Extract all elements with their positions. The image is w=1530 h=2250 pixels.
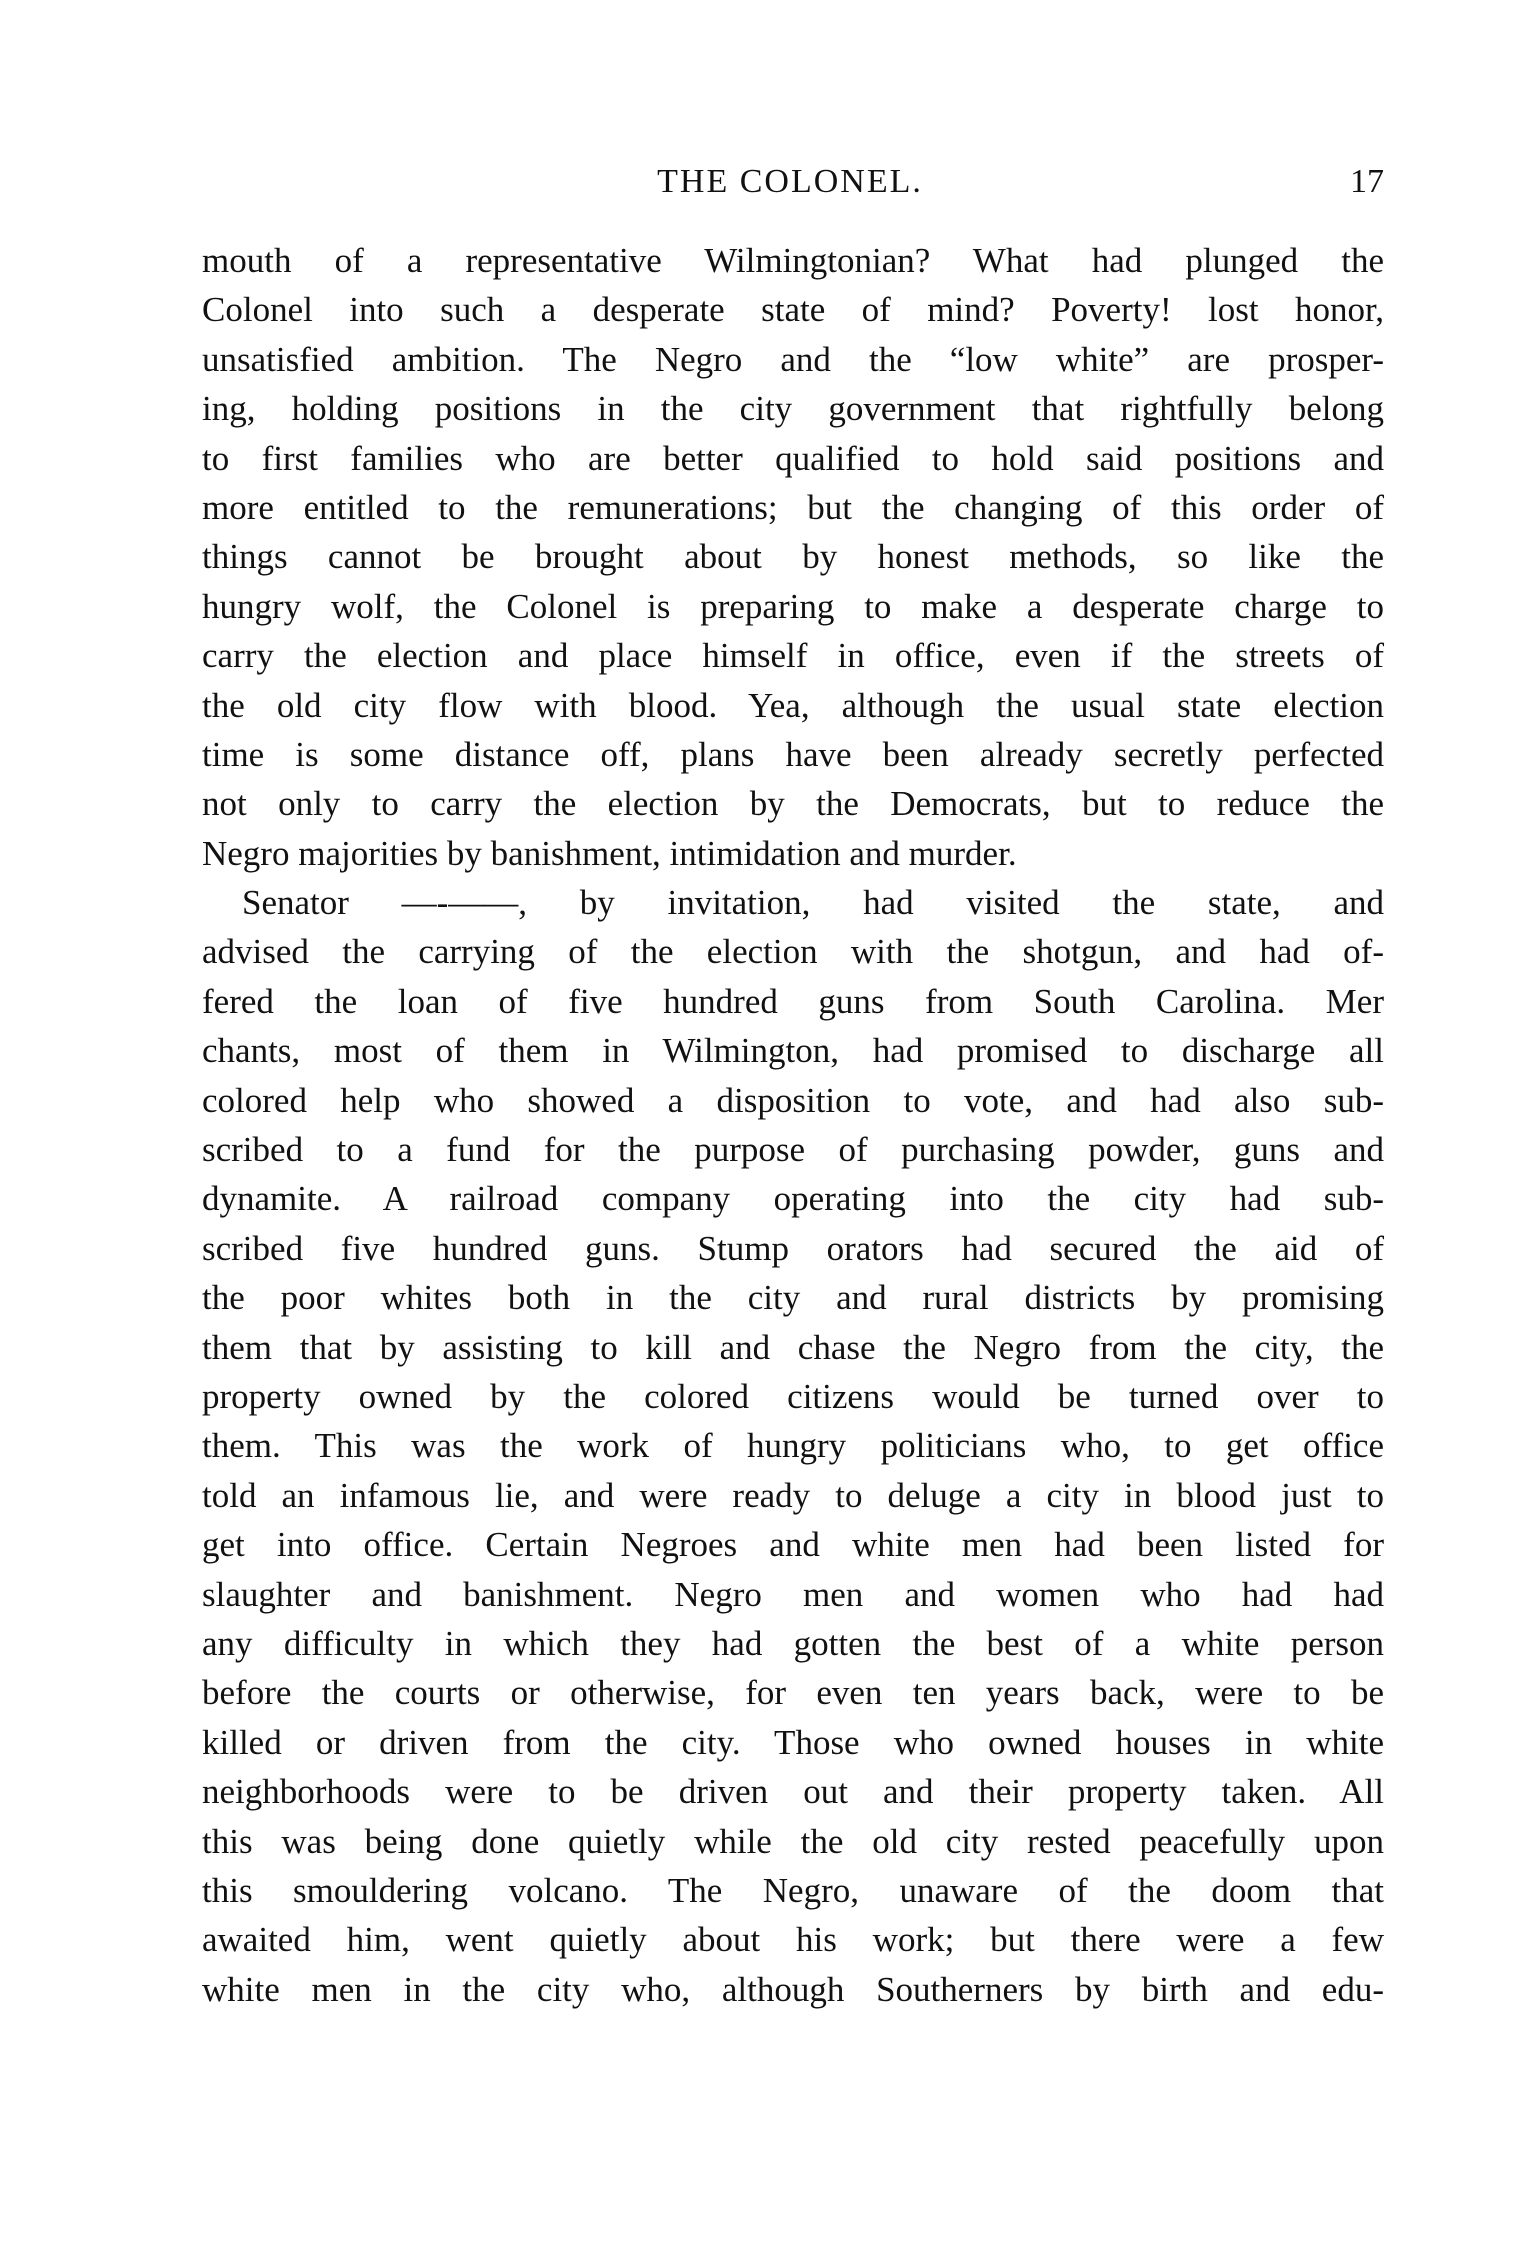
text-line: time is some distance off, plans have been already secretly perfected xyxy=(202,734,1384,774)
text-line: more entitled to the remunerations; but the changing of this order of xyxy=(202,487,1384,527)
text-line: colored help who showed a disposition to vote, and had also sub- xyxy=(202,1080,1384,1120)
text-line: mouth of a representative Wilmingtonian? What had plunged the xyxy=(202,241,1384,280)
text-line: scribed five hundred guns. Stump orators had secured the aid of xyxy=(202,1228,1384,1268)
text-line: them that by assisting to kill and chase the Negro from the city, the xyxy=(202,1327,1384,1367)
text-line: before the courts or otherwise, for even ten years back, were to be xyxy=(202,1673,1384,1713)
paragraph-end-line: Negro majorities by banishment, intimidation and murder. xyxy=(202,833,1017,873)
page-number: 17 xyxy=(1350,163,1384,200)
text-line: scribed to a fund for the purpose of purchasing powder, guns and xyxy=(202,1130,1384,1170)
text-line: property owned by the colored citizens would be turned over to xyxy=(202,1376,1384,1416)
text-line: the old city flow with blood. Yea, although the usual state election xyxy=(202,685,1384,725)
text-line: fered the loan of five hundred guns from South Carolina. Mer xyxy=(202,981,1384,1021)
text-line: hungry wolf, the Colonel is preparing to make a desperate charge to xyxy=(202,586,1384,626)
text-line: chants, most of them in Wilmington, had promised to discharge all xyxy=(202,1031,1384,1071)
text-line: unsatisfied ambition. The Negro and the “low white” are prosper- xyxy=(202,339,1384,379)
text-line: white men in the city who, although Southerners by birth and edu- xyxy=(202,1969,1384,2009)
text-line: ing, holding positions in the city government that rightfully belong xyxy=(202,389,1384,429)
text-line: any difficulty in which they had gotten the best of a white person xyxy=(202,1623,1384,1663)
text-line: killed or driven from the city. Those who owned houses in white xyxy=(202,1722,1384,1762)
text-line: neighborhoods were to be driven out and their property taken. All xyxy=(202,1772,1384,1812)
text-line: carry the election and place himself in office, even if the streets of xyxy=(202,636,1384,676)
text-line: dynamite. A railroad company operating into the city had sub- xyxy=(202,1179,1384,1219)
running-title: THE COLONEL. xyxy=(657,163,923,200)
text-line: advised the carrying of the election with the shotgun, and had of- xyxy=(202,932,1384,972)
text-line: slaughter and banishment. Negro men and women who had had xyxy=(202,1574,1384,1614)
text-line: not only to carry the election by the Democrats, but to reduce the xyxy=(202,784,1384,824)
body-text xyxy=(202,236,1384,2014)
text-line: told an infamous lie, and were ready to deluge a city in blood just to xyxy=(202,1475,1384,1515)
running-head xyxy=(196,152,1384,212)
text-line: to first families who are better qualified to hold said positions and xyxy=(202,438,1384,478)
text-line: Colonel into such a desperate state of mind? Poverty! lost honor, xyxy=(202,290,1384,330)
text-line: this smouldering volcano. The Negro, unaware of the doom that xyxy=(202,1870,1384,1910)
paragraph-start-line: Senator —-——, by invitation, had visited the state, and xyxy=(242,883,1384,923)
text-line: awaited him, went quietly about his work; but there were a few xyxy=(202,1920,1384,1960)
text-line: this was being done quietly while the old city rested peacefully upon xyxy=(202,1821,1384,1861)
text-line: get into office. Certain Negroes and white men had been listed for xyxy=(202,1525,1384,1565)
text-line: things cannot be brought about by honest methods, so like the xyxy=(202,537,1384,577)
text-line: the poor whites both in the city and rural districts by promising xyxy=(202,1278,1384,1318)
text-line: them. This was the work of hungry politicians who, to get office xyxy=(202,1426,1384,1466)
